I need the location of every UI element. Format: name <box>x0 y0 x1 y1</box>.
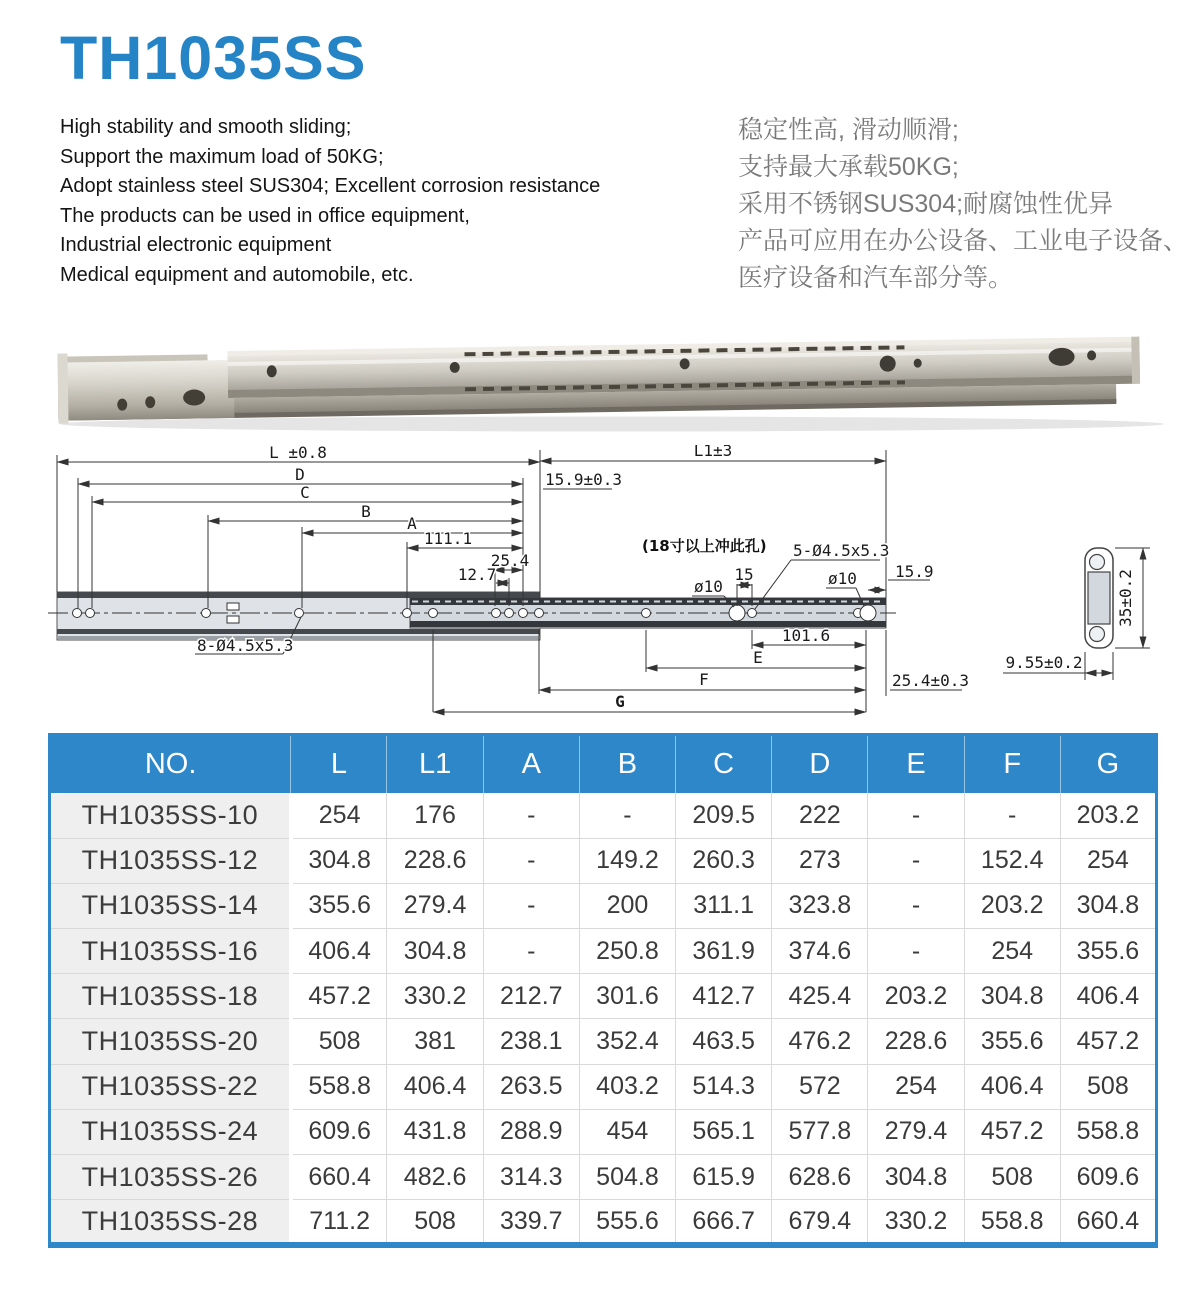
spec-cell: 457.2 <box>1060 1019 1156 1064</box>
spec-cell: 203.2 <box>964 883 1060 928</box>
spec-cell: 482.6 <box>387 1155 483 1200</box>
spec-col-header: C <box>676 735 772 794</box>
spec-cell: 203.2 <box>1060 793 1156 838</box>
desc-zh-line: 医疗设备和汽车部分等。 <box>738 264 1014 292</box>
spec-cell: 273 <box>772 838 868 883</box>
spec-cell: 476.2 <box>772 1019 868 1064</box>
spec-row-label: TH1035SS-18 <box>50 974 291 1019</box>
description-english <box>60 113 600 291</box>
dim-A-label: A <box>407 514 417 533</box>
spec-cell: 330.2 <box>868 1200 964 1245</box>
desc-en-line: High stability and smooth sliding; <box>60 116 352 138</box>
spec-cell: 304.8 <box>868 1155 964 1200</box>
spec-cell: 200 <box>579 883 675 928</box>
dim-111-label: 111.1 <box>423 529 473 548</box>
dim-1016-label: 101.6 <box>781 626 831 645</box>
spec-col-header: F <box>964 735 1060 794</box>
spec-col-header: L1 <box>387 735 483 794</box>
spec-cell: 666.7 <box>676 1200 772 1245</box>
spec-row-label: TH1035SS-12 <box>50 838 291 883</box>
dim-G-label: G <box>615 692 625 711</box>
dim-2543-label: 25.4±0.3 <box>892 671 970 690</box>
table-row <box>50 838 1157 883</box>
dim-D-label: D <box>295 465 305 484</box>
spec-row-label: TH1035SS-26 <box>50 1155 291 1200</box>
spec-row-label: TH1035SS-16 <box>50 929 291 974</box>
table-row <box>50 883 1157 928</box>
spec-cell: 339.7 <box>483 1200 579 1245</box>
spec-cell: 558.8 <box>964 1200 1060 1245</box>
spec-cell: 149.2 <box>579 838 675 883</box>
spec-cell: 660.4 <box>291 1155 387 1200</box>
spec-cell: 504.8 <box>579 1155 675 1200</box>
spec-row-label: TH1035SS-20 <box>50 1019 291 1064</box>
spec-cell: - <box>483 838 579 883</box>
spec-cell: - <box>868 883 964 928</box>
table-row <box>50 1155 1157 1200</box>
table-row <box>50 974 1157 1019</box>
spec-cell: 361.9 <box>676 929 772 974</box>
spec-cell: 457.2 <box>291 974 387 1019</box>
spec-cell: 514.3 <box>676 1064 772 1109</box>
dim-F-label: F <box>699 670 709 689</box>
spec-col-header: D <box>772 735 868 794</box>
spec-cell: - <box>483 883 579 928</box>
spec-cell: 279.4 <box>387 883 483 928</box>
desc-zh-line: 产品可应用在办公设备、工业电子设备、 <box>738 227 1189 255</box>
table-row <box>50 1019 1157 1064</box>
description-chinese <box>738 112 1188 297</box>
spec-cell: - <box>868 793 964 838</box>
table-row <box>50 1064 1157 1109</box>
spec-cell: 301.6 <box>579 974 675 1019</box>
spec-cell: 431.8 <box>387 1109 483 1154</box>
dim-127-label: 12.7 <box>457 565 497 584</box>
spec-cell: 577.8 <box>772 1109 868 1154</box>
spec-cell: 558.8 <box>1060 1109 1156 1154</box>
photo-shadow <box>60 417 1164 432</box>
dim-254-label: 25.4 <box>490 551 530 570</box>
spec-cell: - <box>964 793 1060 838</box>
spec-cell: 679.4 <box>772 1200 868 1245</box>
dim-15-label: 15 <box>734 565 754 584</box>
dim-L-label: L ±0.8 <box>269 445 327 462</box>
spec-cell: 209.5 <box>676 793 772 838</box>
cs-35-label: 35±0.2 <box>1116 569 1135 627</box>
spec-cell: 609.6 <box>291 1109 387 1154</box>
spec-cell: 463.5 <box>676 1019 772 1064</box>
page-title: TH1035SS <box>60 24 367 92</box>
spec-cell: 555.6 <box>579 1200 675 1245</box>
spec-cell: 254 <box>964 929 1060 974</box>
dim-E-label: E <box>753 648 763 667</box>
spec-cell: 374.6 <box>772 929 868 974</box>
spec-cell: 279.4 <box>868 1109 964 1154</box>
spec-cell: - <box>483 793 579 838</box>
desc-zh-line: 采用不锈钢SUS304;耐腐蚀性优异 <box>738 190 1114 218</box>
spec-cell: 406.4 <box>291 929 387 974</box>
dim-B-label: B <box>361 502 371 521</box>
spec-cell: 558.8 <box>291 1064 387 1109</box>
spec-cell: 263.5 <box>483 1064 579 1109</box>
spec-cell: 304.8 <box>1060 883 1156 928</box>
dim-L1-label: L1±3 <box>693 445 733 460</box>
spec-cell: 250.8 <box>579 929 675 974</box>
table-row <box>50 1200 1157 1245</box>
spec-cell: 228.6 <box>387 838 483 883</box>
spec-cell: - <box>483 929 579 974</box>
spec-cell: 212.7 <box>483 974 579 1019</box>
slide-rail-photo <box>57 337 1140 424</box>
spec-cell: 203.2 <box>868 974 964 1019</box>
spec-cell: 323.8 <box>772 883 868 928</box>
spec-cell: 228.6 <box>868 1019 964 1064</box>
spec-cell: 304.8 <box>291 838 387 883</box>
desc-en-line: Adopt stainless steel SUS304; Excellent corrosion resistance <box>60 175 601 198</box>
desc-en-line: Support the maximum load of 50KG; <box>60 145 384 168</box>
spec-cell: 222 <box>772 793 868 838</box>
spec-cell: 330.2 <box>387 974 483 1019</box>
spec-cell: 425.4 <box>772 974 868 1019</box>
spec-col-header: G <box>1060 735 1156 794</box>
spec-cell: 406.4 <box>387 1064 483 1109</box>
spec-cell: 176 <box>387 793 483 838</box>
spec-col-header: A <box>483 735 579 794</box>
punch-note: (18寸以上冲此孔) <box>642 537 767 555</box>
technical-drawing <box>40 445 1200 720</box>
desc-en-line: Medical equipment and automobile, etc. <box>60 263 414 286</box>
spec-cell: 508 <box>291 1019 387 1064</box>
spec-row-label: TH1035SS-22 <box>50 1064 291 1109</box>
spec-cell: - <box>868 838 964 883</box>
spec-table-body <box>50 793 1157 1245</box>
spec-cell: 454 <box>579 1109 675 1154</box>
spec-cell: 615.9 <box>676 1155 772 1200</box>
dim-8holes-label: 8-Ø4.5x5.3 <box>197 636 294 655</box>
dim-5holes-label: 5-Ø4.5x5.3 <box>793 541 890 560</box>
spec-cell: 238.1 <box>483 1019 579 1064</box>
dim-159tol-label: 15.9±0.3 <box>545 470 623 489</box>
spec-cell: - <box>868 929 964 974</box>
spec-row-label: TH1035SS-14 <box>50 883 291 928</box>
leader-lines <box>195 489 962 690</box>
spec-cell: 314.3 <box>483 1155 579 1200</box>
product-photo <box>40 323 1170 440</box>
spec-cell: 254 <box>291 793 387 838</box>
spec-table <box>48 733 1158 1248</box>
spec-col-header: L <box>291 735 387 794</box>
spec-cell: 508 <box>964 1155 1060 1200</box>
spec-row-label: TH1035SS-24 <box>50 1109 291 1154</box>
desc-en-line: Industrial electronic equipment <box>60 234 332 257</box>
cs-955-label: 9.55±0.2 <box>1005 653 1083 672</box>
dim-d10-left-label: ø10 <box>694 577 723 596</box>
spec-row-label: TH1035SS-10 <box>50 793 291 838</box>
dim-C-label: C <box>300 483 310 502</box>
spec-cell: 406.4 <box>1060 974 1156 1019</box>
spec-cell: 406.4 <box>964 1064 1060 1109</box>
desc-zh-line: 稳定性高, 滑动顺滑; <box>738 116 959 144</box>
desc-en-line: The products can be used in office equipment, <box>60 204 470 227</box>
spec-cell: 412.7 <box>676 974 772 1019</box>
spec-cell: 352.4 <box>579 1019 675 1064</box>
spec-cell: 508 <box>387 1200 483 1245</box>
spec-cell: 381 <box>387 1019 483 1064</box>
spec-col-header: NO. <box>50 735 291 794</box>
spec-cell: 288.9 <box>483 1109 579 1154</box>
spec-cell: 254 <box>868 1064 964 1109</box>
spec-col-header: E <box>868 735 964 794</box>
spec-cell: - <box>579 793 675 838</box>
spec-cell: 254 <box>1060 838 1156 883</box>
spec-cell: 304.8 <box>964 974 1060 1019</box>
spec-cell: 355.6 <box>291 883 387 928</box>
spec-cell: 403.2 <box>579 1064 675 1109</box>
spec-cell: 260.3 <box>676 838 772 883</box>
spec-cell: 355.6 <box>1060 929 1156 974</box>
spec-row-label: TH1035SS-28 <box>50 1200 291 1245</box>
spec-table-head-row <box>50 735 1157 794</box>
spec-cell: 457.2 <box>964 1109 1060 1154</box>
spec-cell: 508 <box>1060 1064 1156 1109</box>
spec-cell: 660.4 <box>1060 1200 1156 1245</box>
spec-cell: 572 <box>772 1064 868 1109</box>
table-row <box>50 1109 1157 1154</box>
dim-d10-right-label: ø10 <box>828 569 857 588</box>
dim-159-label: 15.9 <box>895 562 934 581</box>
table-row <box>50 793 1157 838</box>
dimension-lines <box>57 461 886 712</box>
table-row <box>50 929 1157 974</box>
desc-zh-line: 支持最大承载50KG; <box>738 153 959 181</box>
spec-cell: 609.6 <box>1060 1155 1156 1200</box>
spec-col-header: B <box>579 735 675 794</box>
spec-cell: 628.6 <box>772 1155 868 1200</box>
spec-cell: 355.6 <box>964 1019 1060 1064</box>
spec-cell: 311.1 <box>676 883 772 928</box>
spec-cell: 152.4 <box>964 838 1060 883</box>
spec-cell: 304.8 <box>387 929 483 974</box>
rail-side-view <box>48 592 896 640</box>
spec-table-header <box>50 735 1157 794</box>
spec-cell: 565.1 <box>676 1109 772 1154</box>
spec-cell: 711.2 <box>291 1200 387 1245</box>
